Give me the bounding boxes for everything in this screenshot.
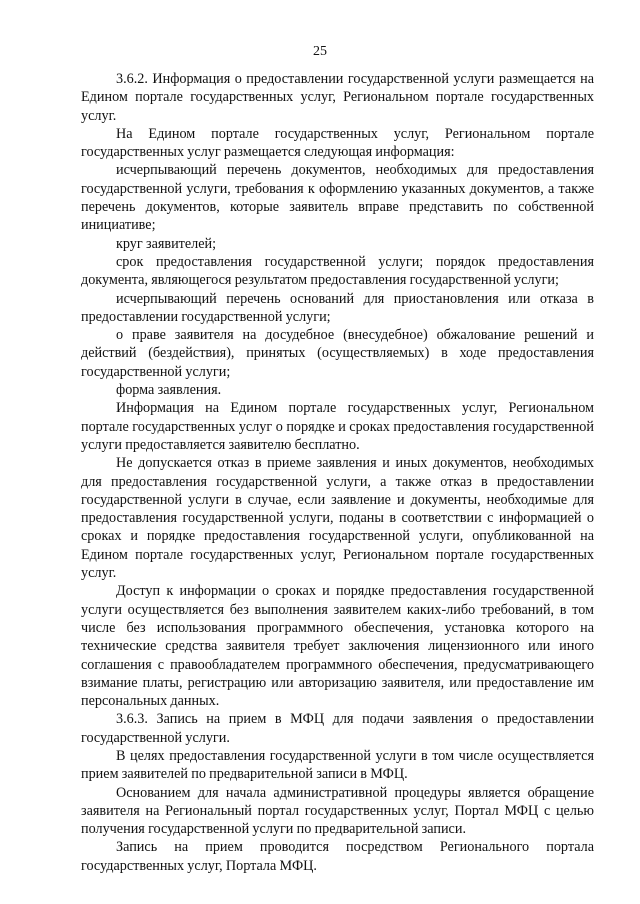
- paragraph: 3.6.2. Информация о предоставлении государственной услуги размещается на Едином портале государственных услуг, Региональном портале государственных услуг.: [81, 71, 594, 124]
- paragraph: Не допускается отказ в приеме заявления и иных документов, необходимых для предоставления государственной услуги, а также отказ в предоставлении государственной услуги в случае, если заявление и документы, необходимые для предоставления государственной услуги, поданы в соответствии с информацией о сроках и порядке предоставления государственной услуги, опубликованной на Едином портале государственных услуг, Региональном портале государственных услуг.: [81, 455, 594, 582]
- document-body: [81, 70, 594, 875]
- paragraph: 3.6.3. Запись на прием в МФЦ для подачи заявления о предоставлении государственной услуги.: [81, 711, 594, 746]
- paragraph: срок предоставления государственной услуги; порядок предоставления документа, являющегося результатом предоставления государственной услуги;: [81, 253, 594, 289]
- paragraph: исчерпывающий перечень документов, необходимых для предоставления государственной услуги, требования к оформлению указанных документов, а также перечень документов, которые заявитель вправе представить по собственной инициативе;: [81, 162, 594, 234]
- paragraph: Основанием для начала административной процедуры является обращение заявителя на Региональный портал государственных услуг, Портал МФЦ с целью получения государственной услуги по предварительной записи.: [81, 784, 594, 838]
- page-number: 25: [313, 44, 327, 59]
- paragraph: Запись на прием проводится посредством Регионального портала государственных услуг, Портала МФЦ.: [81, 839, 594, 874]
- paragraph: В целях предоставления государственной услуги в том числе осуществляется прием заявителей по предварительной записи в МФЦ.: [81, 747, 594, 783]
- paragraph: Доступ к информации о сроках и порядке предоставления государственной услуги осуществляется без выполнения заявителем каких-либо требований, в том числе без использования программного обеспечения, установка которого на технические средства заявителя требует заключения лицензионного или иного соглашения с правообладателем программного обеспечения, предусматривающего взимание платы, регистрацию или авторизацию заявителя, или предоставление им персональных данных.: [81, 583, 594, 710]
- paragraph: На Едином портале государственных услуг, Региональном портале государственных услуг размещается следующая информация:: [81, 125, 594, 161]
- paragraph: о праве заявителя на досудебное (внесудебное) обжалование решений и действий (бездействия), принятых (осуществляемых) в ходе предоставления государственной услуги;: [81, 327, 594, 380]
- paragraph: Информация на Едином портале государственных услуг, Региональном портале государственных услуг о порядке и сроках предоставления государственной услуги предоставляется заявителю бесплатно.: [81, 400, 594, 453]
- paragraph: исчерпывающий перечень оснований для приостановления или отказа в предоставлении государственной услуги;: [81, 290, 594, 325]
- paragraph: круг заявителей;: [116, 235, 217, 252]
- paragraph: форма заявления.: [116, 382, 222, 399]
